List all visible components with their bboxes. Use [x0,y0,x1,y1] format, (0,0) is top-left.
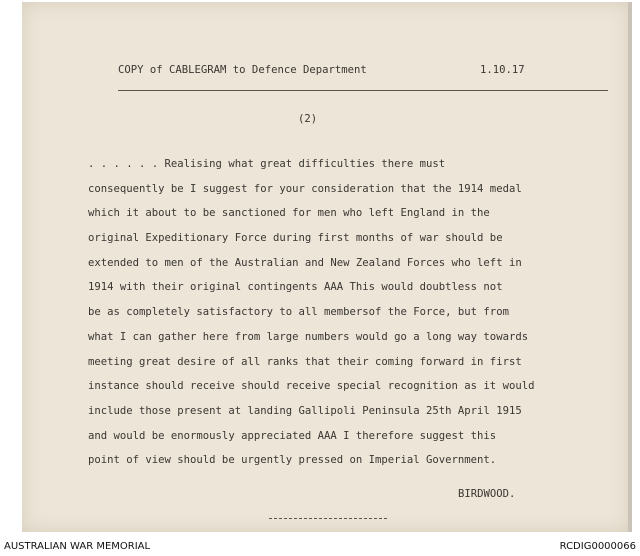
cablegram-body [88,152,608,473]
body-line: . . . . . . Realising what great difficulties there must [88,158,446,170]
body-line: what I can gather here from large numbers would go a long way towards [88,330,529,343]
paper-edge [628,2,632,532]
footer-institution: AUSTRALIAN WAR MEMORIAL [4,541,151,552]
body-line: extended to men of the Australian and New Zealand Forces who left in [88,256,522,269]
footer-reference-id: RCDIG0000066 [559,541,636,552]
body-line: include those present at landing Gallipoli Peninsula 25th April 1915 [88,404,522,417]
closing-rule [269,518,387,519]
body-line: consequently be I suggest for your consideration that the 1914 medal [88,182,522,195]
body-line: meeting great desire of all ranks that their coming forward in first [88,355,522,368]
body-line: point of view should be urgently pressed on Imperial Government. [88,454,497,467]
body-line: 1914 with their original contingents AAA This would doubtless not [88,281,503,294]
signature: BIRDWOOD. [458,488,516,500]
header-date: 1.10.17 [480,64,525,76]
body-line: which it about to be sanctioned for men who left England in the [88,207,490,220]
header-rule [118,90,608,91]
body-line: instance should receive should receive special recognition as it would [88,380,535,393]
body-line: and would be enormously appreciated AAA I therefore suggest this [88,429,497,442]
page-number: (2) [298,113,318,125]
body-line: be as completely satisfactory to all membersof the Force, but from [88,306,509,319]
body-line: original Expeditionary Force during first months of war should be [88,232,503,245]
header-title: COPY of CABLEGRAM to Defence Department [118,64,367,76]
